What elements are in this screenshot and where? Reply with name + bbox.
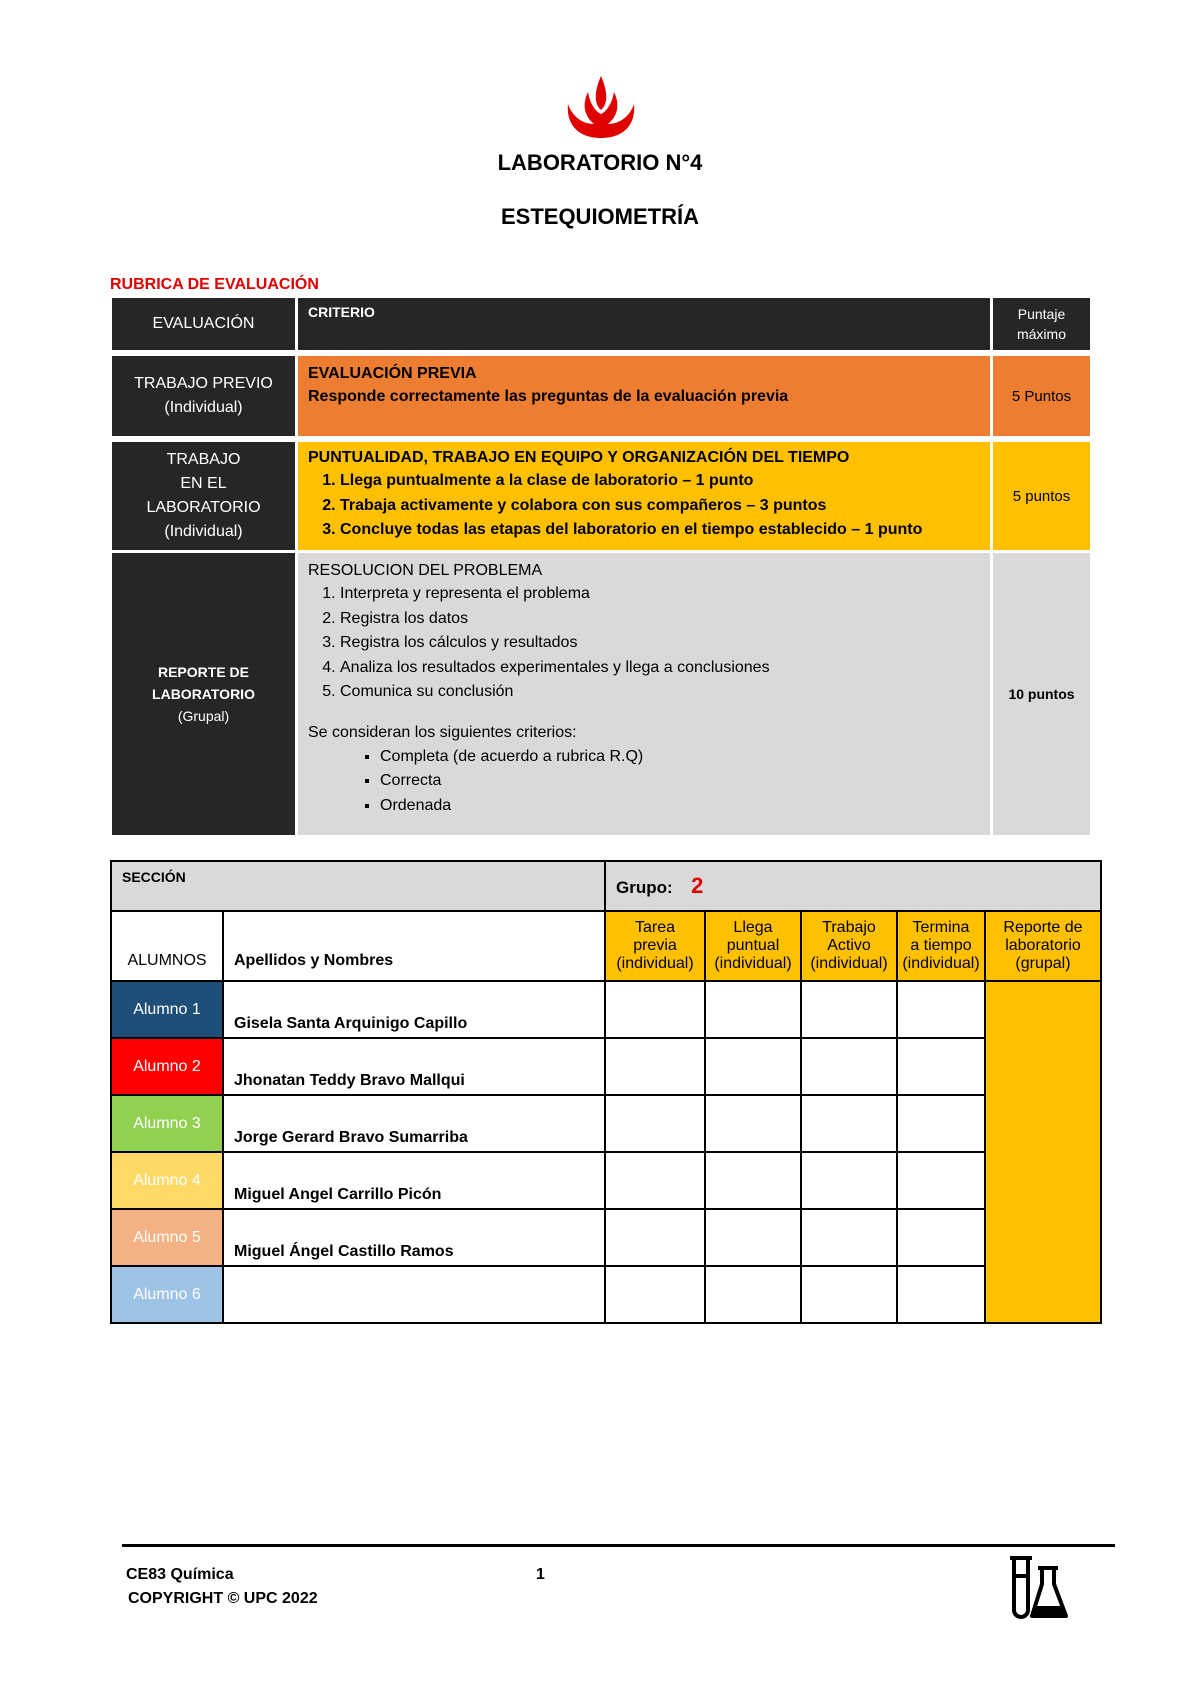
header-puntaje-line1: Puntaje [1017,306,1066,322]
students-header-row [111,911,1101,981]
footer-copyright: COPYRIGHT © UPC 2022 [128,1590,318,1607]
grupo-cell[interactable] [605,861,1101,911]
criterio-puntualidad [298,442,990,550]
eval-line: LABORATORIO [152,686,255,702]
eval-trabajo-previo [112,356,295,436]
alumno-label-5: Alumno 5 [111,1209,223,1266]
document-subtitle: ESTEQUIOMETRÍA [500,204,699,229]
eval-line: TRABAJO [166,451,241,468]
seccion-label: SECCIÓN [122,869,186,885]
footer-divider [122,1544,1115,1547]
score-tiempo-5[interactable] [897,1209,985,1266]
alumno-label-4: Alumno 4 [111,1152,223,1209]
alumno-label-2: Alumno 2 [111,1038,223,1095]
points-trabajo-previo: 5 Puntos [993,356,1090,436]
eval-reporte [112,553,295,835]
header-puntaje [993,298,1090,350]
upc-logo-icon [564,70,638,140]
rubric-row-trabajo-previo [112,356,1090,436]
col-line: (individual) [714,955,792,972]
score-tarea-4[interactable] [605,1152,705,1209]
criterio-list [308,469,980,543]
score-tiempo-6[interactable] [897,1266,985,1323]
nombres-header [223,911,605,981]
alumno-label-6: Alumno 6 [111,1266,223,1323]
grupo-value: 2 [691,873,704,898]
criterio-evaluacion-previa [298,356,990,436]
seccion-cell[interactable] [111,861,605,911]
col-line: (individual) [616,955,694,972]
alumno-label-1: Alumno 1 [111,981,223,1038]
score-activo-2[interactable] [801,1038,897,1095]
points-reporte: 10 puntos [993,553,1090,835]
alumnos-header [111,911,223,981]
criterio-bullet: ▪ Correcta [380,769,980,794]
student-row-6 [111,1266,1101,1323]
score-activo-1[interactable] [801,981,897,1038]
students-table [110,860,1102,1324]
alumno-label-3: Alumno 3 [111,1095,223,1152]
score-tiempo-3[interactable] [897,1095,985,1152]
criterio-item: 1. Interpreta y representa el problema [340,582,980,607]
student-name-4[interactable]: Miguel Angel Carrillo Picón [223,1152,605,1209]
student-row-2 [111,1038,1101,1095]
score-puntual-4[interactable] [705,1152,801,1209]
col-line: Activo [827,937,871,954]
score-activo-4[interactable] [801,1152,897,1209]
score-tiempo-2[interactable] [897,1038,985,1095]
col-line: a tiempo [910,937,972,954]
col-tarea-previa [605,911,705,981]
eval-line: (Individual) [164,399,243,416]
score-tiempo-1[interactable] [897,981,985,1038]
student-name-1[interactable]: Gisela Santa Arquinigo Capillo [223,981,605,1038]
criterio-item: 3. Registra los cálculos y resultados [340,631,980,656]
eval-line: (Individual) [164,523,243,540]
criterio-desc: Responde correctamente las preguntas de la evaluación previa [308,388,789,405]
col-llega-puntual [705,911,801,981]
col-line: Tarea [634,919,676,936]
score-activo-3[interactable] [801,1095,897,1152]
nombres-label: Apellidos y Nombres [234,952,394,969]
criterio-bullet: ▪ Completa (de acuerdo a rubrica R.Q) [380,745,980,770]
eval-line: TRABAJO PREVIO [134,375,273,392]
header-puntaje-line2: máximo [1016,326,1066,342]
rubric-table [112,298,1090,838]
eval-trabajo-laboratorio [112,442,295,550]
score-activo-6[interactable] [801,1266,897,1323]
criterio-item: 4. Analiza los resultados experimentales y llega a conclusiones [340,656,980,681]
col-line: Llega [733,919,773,936]
rubric-label: RUBRICA DE EVALUACIÓN [110,276,319,293]
col-trabajo-activo [801,911,897,981]
student-row-1 [111,981,1101,1038]
score-tarea-1[interactable] [605,981,705,1038]
col-line: laboratorio [1005,937,1081,954]
col-line: (grupal) [1015,955,1071,972]
lab-flask-icon [1006,1554,1070,1620]
col-line: Termina [912,919,970,936]
criterio-bullets [308,745,980,819]
points-trabajo-laboratorio: 5 puntos [993,442,1090,550]
student-row-5 [111,1209,1101,1266]
col-reporte-laboratorio [985,911,1101,981]
score-puntual-6[interactable] [705,1266,801,1323]
footer-course: CE83 Química [126,1566,234,1583]
criterio-item: 2. Trabaja activamente y colabora con sus compañeros – 3 puntos [340,494,980,519]
alumnos-label: ALUMNOS [127,952,207,969]
col-line: Trabajo [822,919,876,936]
grupo-label: Grupo: [616,878,673,897]
criterio-item: 5. Comunica su conclusión [340,680,980,705]
score-reporte-grupal[interactable] [985,981,1101,1323]
score-puntual-5[interactable] [705,1209,801,1266]
col-line: Reporte de [1003,919,1083,936]
score-tarea-3[interactable] [605,1095,705,1152]
score-tarea-2[interactable] [605,1038,705,1095]
student-row-4 [111,1152,1101,1209]
eval-line: EN EL [180,475,227,492]
criterio-item: 3. Concluye todas las etapas del laboratorio en el tiempo establecido – 1 punto [340,518,980,543]
score-tarea-6[interactable] [605,1266,705,1323]
criterio-item: 2. Registra los datos [340,607,980,632]
rubric-row-trabajo-laboratorio [112,442,1090,550]
col-line: previa [633,937,677,954]
student-name-3[interactable]: Jorge Gerard Bravo Sumarriba [223,1095,605,1152]
header-criterio: CRITERIO [298,298,990,350]
header-evaluacion: EVALUACIÓN [112,298,295,350]
criterio-item: 1. Llega puntualmente a la clase de laboratorio – 1 punto [340,469,980,494]
criterio-resolucion [298,553,990,835]
criterio-bullet: ▪ Ordenada [380,794,980,819]
criterio-title: EVALUACIÓN PREVIA [308,365,477,382]
score-tarea-5[interactable] [605,1209,705,1266]
col-termina-a-tiempo [897,911,985,981]
rubric-header-row [112,298,1090,350]
col-line: (individual) [902,955,980,972]
score-puntual-3[interactable] [705,1095,801,1152]
col-line: (individual) [810,955,888,972]
criterio-title: PUNTUALIDAD, TRABAJO EN EQUIPO Y ORGANIZACIÓN DEL TIEMPO [308,449,850,466]
page-number: 1 [536,1566,545,1583]
student-name-2[interactable]: Jhonatan Teddy Bravo Mallqui [223,1038,605,1095]
eval-line: REPORTE DE [157,664,249,680]
rubric-row-reporte [112,553,1090,835]
student-name-6[interactable] [223,1266,605,1323]
score-tiempo-4[interactable] [897,1152,985,1209]
score-puntual-2[interactable] [705,1038,801,1095]
seccion-row [111,861,1101,911]
document-title: LABORATORIO N°4 [497,150,703,175]
score-activo-5[interactable] [801,1209,897,1266]
criterio-title: RESOLUCION DEL PROBLEMA [308,562,543,579]
criterio-note: Se consideran los siguientes criterios: [308,723,577,741]
eval-line: (Grupal) [177,708,230,724]
student-name-5[interactable]: Miguel Ángel Castillo Ramos [223,1209,605,1266]
score-puntual-1[interactable] [705,981,801,1038]
col-line: puntual [726,937,780,954]
eval-line: LABORATORIO [146,499,261,516]
student-row-3 [111,1095,1101,1152]
criterio-list [308,582,980,705]
